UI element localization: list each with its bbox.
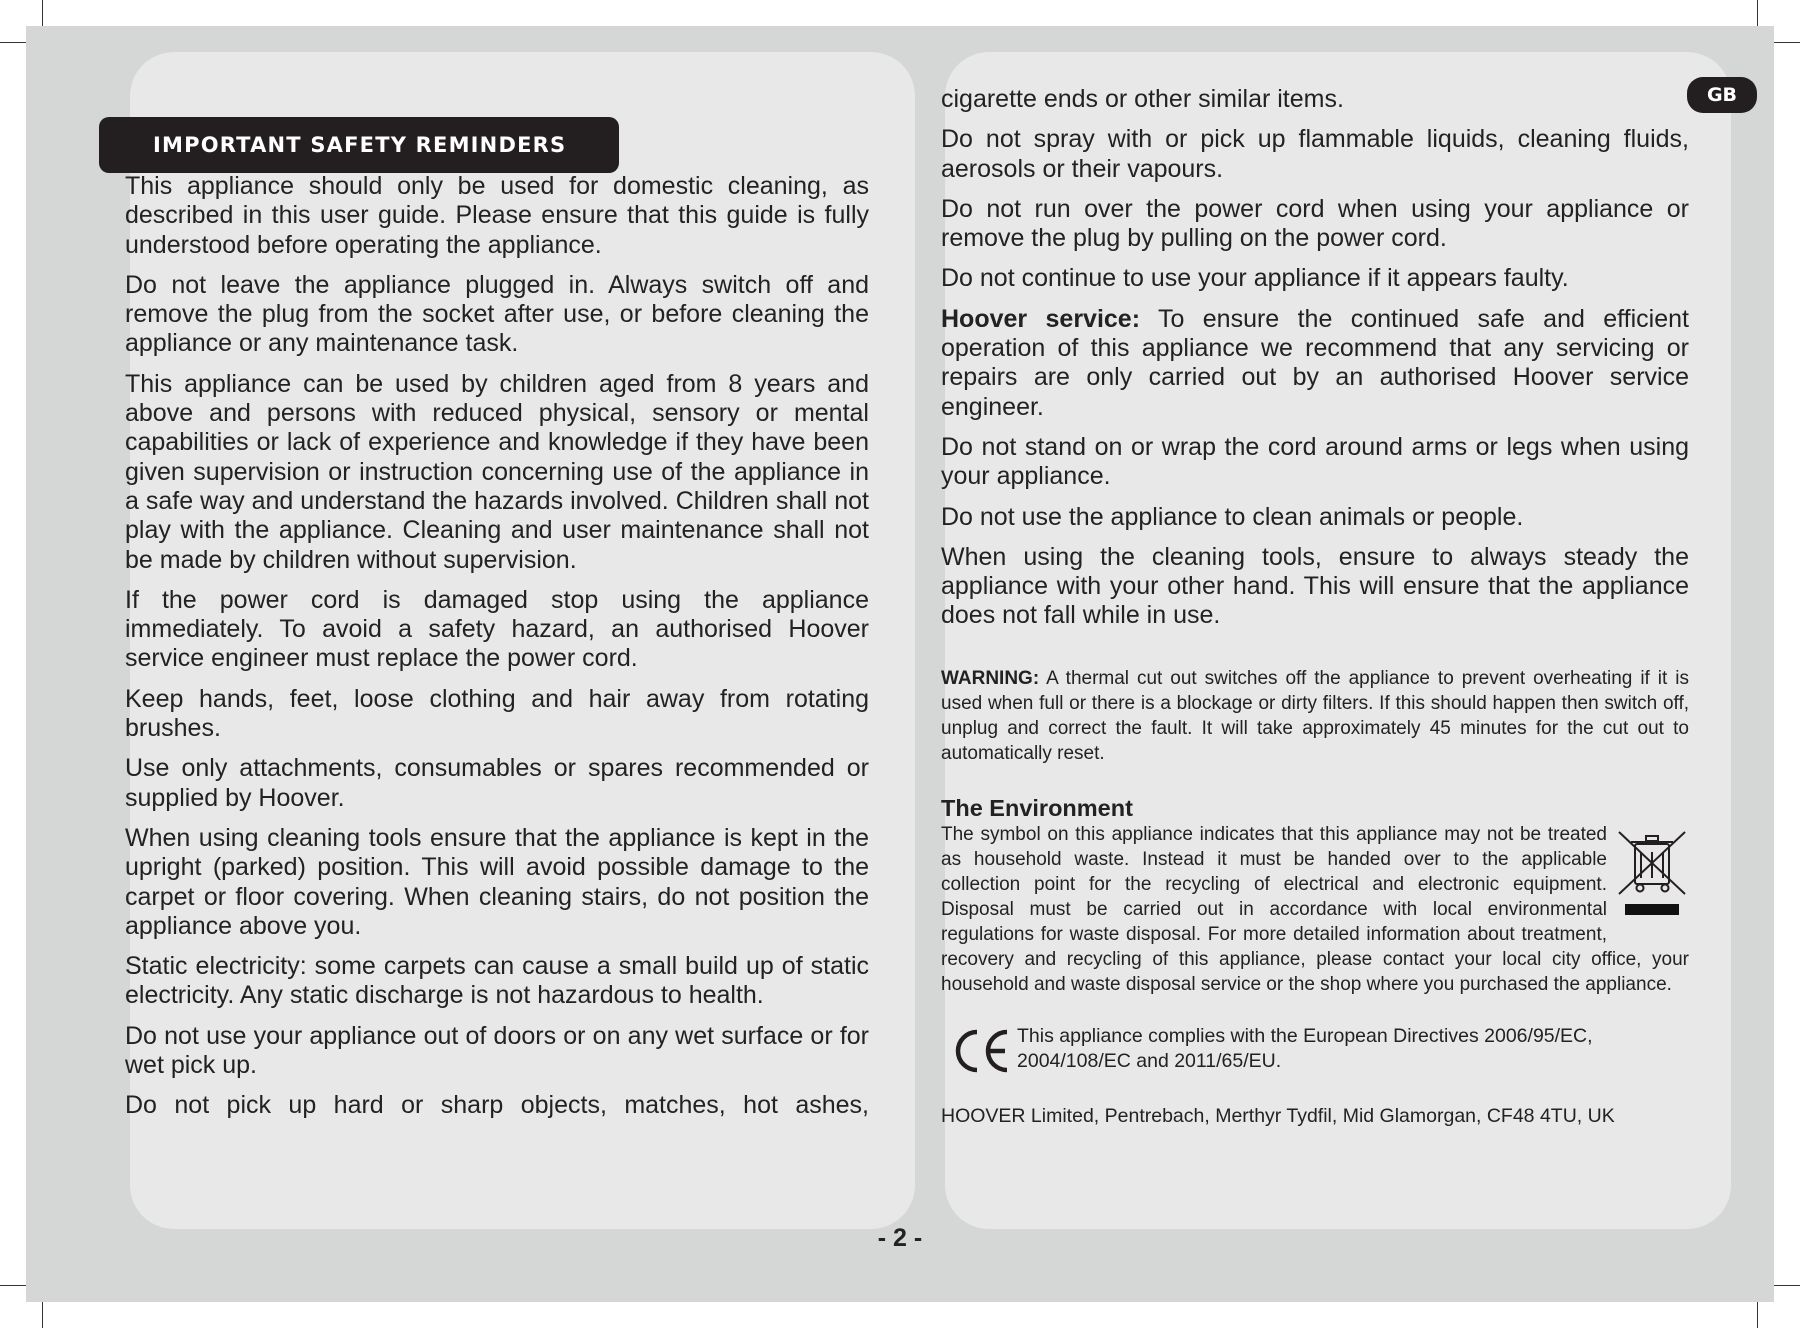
safety-paragraph: Do not use your appliance out of doors or on any wet surface or for wet pick up. — [125, 1021, 869, 1080]
weee-crossed-bin-icon — [1615, 824, 1689, 938]
safety-paragraph: Do not pick up hard or sharp objects, matches, hot ashes, — [125, 1091, 869, 1120]
safety-paragraph: Do not use the appliance to clean animals or people. — [941, 502, 1524, 531]
safety-paragraph: If the power cord is damaged stop using the appliance immediately. To avoid a safety hazard, an authorised Hoover service engineer must replace the power cord. — [125, 585, 869, 673]
manufacturer-address: HOOVER Limited, Pentrebach, Merthyr Tydfil, Mid Glamorgan, CF48 4TU, UK — [941, 1104, 1615, 1127]
ce-mark-icon — [949, 1024, 1015, 1078]
crop-mark — [1757, 1302, 1758, 1328]
warning-label: WARNING: — [941, 667, 1040, 689]
left-column — [125, 172, 869, 1132]
compliance-text — [1017, 1024, 1593, 1074]
warning-block — [941, 666, 1689, 766]
right-column — [941, 85, 1689, 1129]
crop-mark — [0, 42, 26, 43]
section-title: IMPORTANT SAFETY REMINDERS — [99, 117, 619, 173]
service-text: To ensure the continued safe and efficient operation of this appliance we recommend that any servicing or repairs are only carried out by an authorised Hoover service engineer. — [941, 304, 1689, 421]
warning-text: A thermal cut out switches off the appliance to prevent overheating if it is used when full or there is a blockage or dirty filters. If this should happen then switch off, unplug and correct the fault. It will take approximately 45 minutes for the cut out to automatically reset. — [941, 667, 1689, 764]
crop-mark — [1774, 42, 1800, 43]
environment-heading: The Environment — [941, 794, 1133, 821]
safety-paragraph: Do not spray with or pick up flammable liquids, cleaning fluids, aerosols or their vapours. — [941, 125, 1689, 183]
safety-paragraph: Use only attachments, consumables or spares recommended or supplied by Hoover. — [125, 754, 869, 812]
crop-mark — [1774, 1285, 1800, 1286]
safety-paragraph: When using the cleaning tools, ensure to always steady the appliance with your other hand. This will ensure that the appliance does not fall while in use. — [941, 542, 1689, 630]
continuation-text: cigarette ends or other similar items. — [941, 85, 1344, 113]
crop-mark — [0, 1285, 26, 1286]
crop-mark — [42, 0, 43, 26]
service-label: Hoover service: — [941, 304, 1141, 333]
safety-paragraph: This appliance can be used by children aged from 8 years and above and persons with reduced physical, sensory or mental capabilities or lack of experience and knowledge if they have been given supervision or instruction concerning use of the appliance in a safe way and understand the hazards involved. Children shall not play with the appliance. Cleaning and user maintenance shall not be made by children without supervision. — [125, 369, 869, 574]
compliance-line: 2004/108/EC and 2011/65/EU. — [1017, 1049, 1282, 1072]
safety-paragraph: Do not continue to use your appliance if it appears faulty. — [941, 264, 1569, 293]
page-number: - 2 - — [877, 1224, 923, 1252]
crop-mark — [42, 1302, 43, 1328]
safety-paragraph: When using cleaning tools ensure that the appliance is kept in the upright (parked) position. This will avoid possible damage to the carpet or floor covering. When cleaning stairs, do not position the appliance above you. — [125, 823, 869, 940]
page-background — [26, 26, 1774, 1302]
safety-paragraph: This appliance should only be used for domestic cleaning, as described in this user guide. Please ensure that this guide is fully understood before operating the appliance. — [125, 172, 869, 259]
service-paragraph — [941, 305, 1689, 422]
compliance-row — [941, 1024, 1689, 1078]
safety-paragraph: Do not run over the power cord when using your appliance or remove the plug by pulling on the power cord. — [941, 194, 1689, 253]
compliance-line: This appliance complies with the European Directives 2006/95/EC, — [1017, 1024, 1593, 1047]
environment-body — [941, 822, 1689, 997]
safety-paragraph: Static electricity: some carpets can cause a small build up of static electricity. Any static discharge is not hazardous to health. — [125, 952, 869, 1010]
safety-paragraph: Do not leave the appliance plugged in. Always switch off and remove the plug from the socket after use, or before cleaning the appliance or any maintenance task. — [125, 270, 869, 358]
language-badge: GB — [1687, 77, 1757, 113]
safety-paragraph: Do not stand on or wrap the cord around arms or legs when using your appliance. — [941, 432, 1689, 491]
safety-paragraph: Keep hands, feet, loose clothing and hair away from rotating brushes. — [125, 684, 869, 743]
crop-mark — [1757, 0, 1758, 26]
environment-text: The symbol on this appliance indicates that this appliance may not be treated as household waste. Instead it must be handed over to the applicable collection point for the recycling of electrical and electronic equipment. Disposal must be carried out in accordance with local environmental regulations for waste disposal. For more detailed information about treatment, recovery and recycling of this appliance, please contact your local city office, your household and waste disposal service or the shop where you purchased the appliance. — [941, 823, 1689, 995]
